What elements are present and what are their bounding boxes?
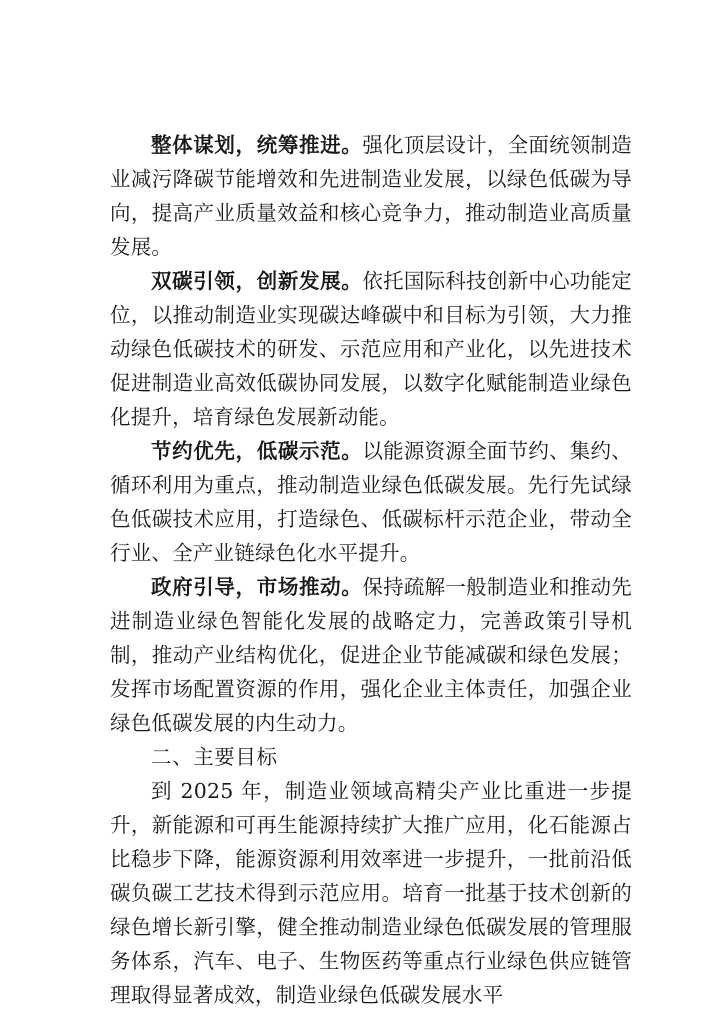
principle-lead-2: 双碳引领，创新发展。 (151, 269, 363, 293)
principle-body-3: 以能源资源全面节约、集约、循环利用为重点，推动制造业绿色低碳发展。先行先试绿色低碳技术应用，打造绿色、低碳标杆示范企业，带动全行业、全产业链绿色化水平提升。 (110, 439, 632, 565)
principle-body-1: 强化顶层设计，全面统领制造业减污降碳节能增效和先进制造业发展，以绿色低碳为导向，提高产业质量效益和核心竞争力，推动制造业高质量发展。 (110, 133, 632, 259)
principle-body-2: 依托国际科技创新中心功能定位，以推动制造业实现碳达峰碳中和目标为引领，大力推动绿色低碳技术的研发、示范应用和产业化，以先进技术促进制造业高效低碳协同发展，以数字化赋能制造业绿色化提升，培育绿色发展新动能。 (110, 269, 632, 429)
principle-paragraph-4 (110, 570, 632, 740)
goals-paragraph: 到 2025 年，制造业领域高精尖产业比重进一步提升，新能源和可再生能源持续扩大推广应用，化石能源占比稳步下降，能源资源利用效率进一步提升，一批前沿低碳负碳工艺技术得到示范应用。培育一批基于技术创新的绿色增长新引擎，健全推动制造业绿色低碳发展的管理服务体系，汽车、电子、生物医药等重点行业绿色供应链管理取得显著成效，制造业绿色低碳发展水平 (110, 779, 632, 1007)
principle-lead-1: 整体谋划，统筹推进。 (151, 133, 363, 157)
principle-paragraph-3 (110, 434, 632, 570)
section-heading-main-goals: 二、主要目标 (151, 745, 278, 769)
principle-body-4: 保持疏解一般制造业和推动先进制造业绿色智能化发展的战略定力，完善政策引导机制，推动产业结构优化，促进企业节能减碳和绿色发展；发挥市场配置资源的作用，强化企业主体责任，加强企业绿色低碳发展的内生动力。 (110, 575, 632, 735)
principle-lead-4: 政府引导，市场推动。 (151, 575, 363, 599)
document-page (110, 128, 632, 1012)
principle-lead-3: 节约优先，低碳示范。 (151, 439, 363, 463)
principle-paragraph-2 (110, 264, 632, 434)
principle-paragraph-1 (110, 128, 632, 264)
